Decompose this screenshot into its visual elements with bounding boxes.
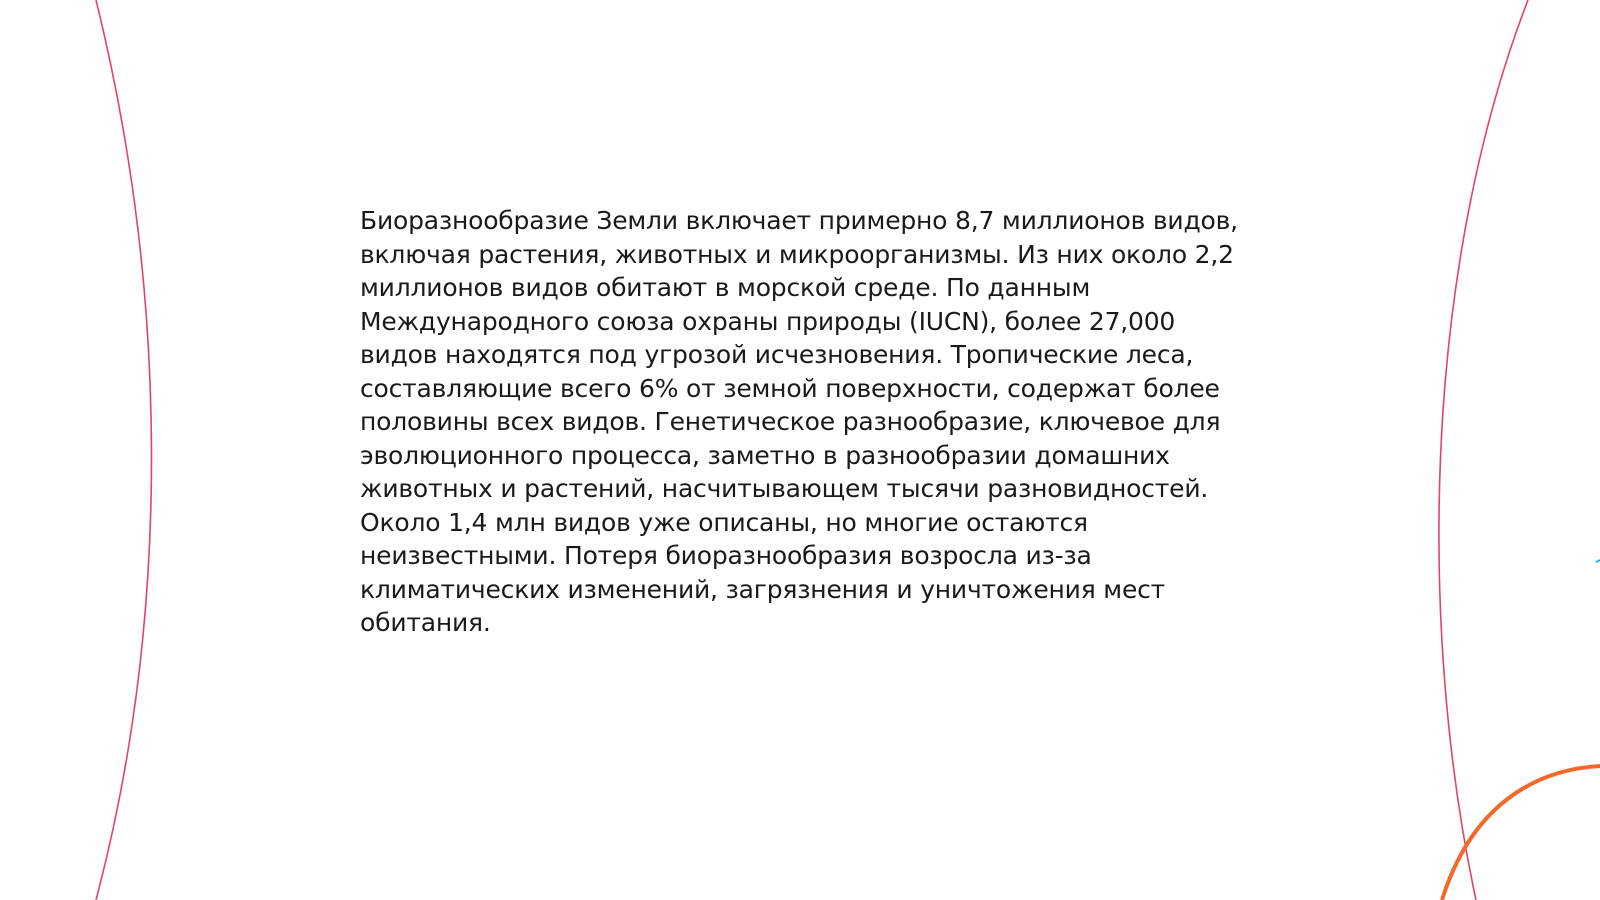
right-arc-line — [1439, 0, 1528, 900]
body-paragraph: Биоразнообразие Земли включает примерно 8,7 миллионов видов, включая растения, животных и микроорганизмы. Из них около 2,2 миллионов видов обитают в морской среде. По данным Международного союза охраны природы (IUCN), более 27,000 видов находятся под угрозой исчезновения. Тропические леса, составляющие всего 6% от земной поверхности, содержат более половины всех видов. Генетическое разнообразие, ключевое для эволюционного процесса, заметно в разнообразии домашних животных и растений, насчитывающем тысячи разновидностей. Около 1,4 млн видов уже описаны, но многие остаются неизвестными. Потеря биоразнообразия возросла из-за климатических изменений, загрязнения и уничтожения мест обитания. — [360, 206, 1238, 637]
left-arc-line — [96, 0, 152, 900]
cyan-accent-mark — [1596, 560, 1600, 562]
orange-circle-arc — [1442, 766, 1600, 900]
